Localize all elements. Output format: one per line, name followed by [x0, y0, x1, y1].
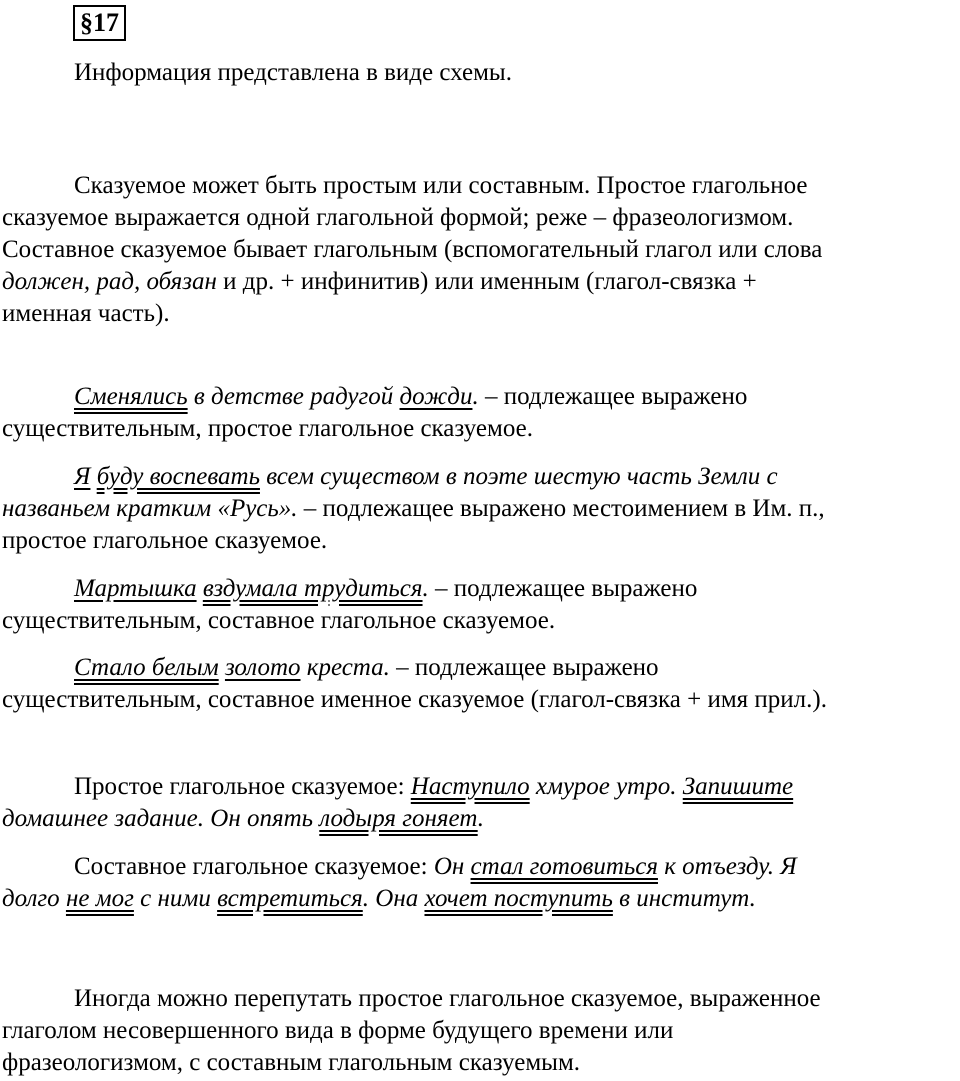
compound-verbal-examples — [2, 851, 958, 915]
example-4-tail: креста. — [300, 654, 390, 681]
example-3-period: . — [422, 575, 429, 602]
example-4-line-1 — [2, 652, 958, 684]
theory-italic-words: должен, рад, обязан — [2, 268, 217, 295]
compound-verbal-word-4: хочет поступить — [424, 885, 613, 912]
simple-verbal-examples — [2, 771, 958, 835]
example-2-subject: Я — [74, 463, 91, 490]
section-number-box — [73, 5, 126, 41]
compound-verbal-text-1: Он — [433, 853, 471, 880]
simple-verbal-word-1: Наступило — [410, 773, 530, 800]
simple-verbal-word-3: лодыря гоняет — [319, 805, 478, 832]
example-4-predicate: Стало белым — [74, 654, 219, 681]
example-2-predicate: буду воспевать — [96, 463, 260, 490]
intro-paragraph — [2, 57, 958, 89]
conclusion-line-1: Иногда можно перепутать простое глагольное сказуемое, выраженное — [74, 985, 821, 1012]
example-3-comment-2: существительным, составное глагольное сказуемое. — [2, 607, 556, 634]
compound-verbal-text-4: с ними — [133, 885, 218, 912]
example-3-predicate: вздумала трудиться — [202, 575, 423, 602]
compound-verbal-word-3: встретиться — [217, 885, 363, 912]
compound-verbal-label: Составное глагольное сказуемое: — [74, 853, 434, 880]
theory-paragraph — [2, 170, 958, 330]
theory-line-5: именная часть). — [2, 300, 170, 327]
theory-line-1: Сказуемое может быть простым или составным. Простое глагольное — [74, 172, 808, 199]
compound-verbal-word-2: не мог — [65, 885, 134, 912]
simple-verbal-text-1: хмурое утро. — [529, 773, 683, 800]
simple-verbal-word-2: Запишите — [682, 773, 794, 800]
example-2-comment-2: простое глагольное сказуемое. — [2, 527, 328, 554]
conclusion-line-3: фразеологизмом, с составным глагольным сказуемым. — [2, 1049, 581, 1076]
example-4 — [2, 652, 958, 716]
example-2-text-1: всем существом в поэте шестую часть Земли с — [259, 463, 778, 490]
conclusion-paragraph — [2, 983, 958, 1079]
example-4-comment-2: существительным, составное именное сказуемое (глагол-связка + имя прил.). — [2, 686, 827, 713]
compound-verbal-word-1: стал готовиться — [470, 853, 658, 880]
compound-verbal-line-2 — [2, 883, 958, 915]
example-2-line-1 — [2, 461, 958, 493]
example-4-comment-1: – подлежащее выражено — [389, 654, 659, 681]
conclusion-line-2: глаголом несовершенного вида в форме будущего времени или — [2, 1017, 674, 1044]
intro-text: Информация представлена в виде схемы. — [74, 59, 512, 86]
compound-verbal-line-1 — [2, 851, 958, 883]
example-1-comment-2: существительным, простое глагольное сказуемое. — [2, 415, 533, 442]
compound-verbal-text-6: в институт. — [612, 885, 756, 912]
example-3-line-1 — [2, 573, 958, 605]
theory-line-4 — [2, 266, 958, 298]
example-3-comment-1: – подлежащее выражено — [428, 575, 698, 602]
example-1-line-1 — [2, 381, 958, 413]
simple-verbal-label: Простое глагольное сказуемое: — [74, 773, 411, 800]
simple-verbal-text-2: домашнее задание. Он опять — [2, 805, 320, 832]
theory-line-2: сказуемое выражается одной глагольной формой; реже – фразеологизмом. — [2, 204, 794, 231]
theory-line-3: Составное сказуемое бывает глагольным (вспомогательный глагол или слова — [2, 236, 823, 263]
compound-verbal-text-5: . Она — [362, 885, 425, 912]
compound-verbal-text-2: к отъезду. Я — [657, 853, 797, 880]
example-2-text-2: названьем кратким «Русь». — [2, 495, 298, 522]
simple-verbal-text-3: . — [477, 805, 484, 832]
simple-verbal-line-2 — [2, 803, 958, 835]
example-1 — [2, 381, 958, 445]
simple-verbal-line-1 — [2, 771, 958, 803]
compound-verbal-text-3: долго — [2, 885, 66, 912]
example-2-comment-1: – подлежащее выражено местоимением в Им. п., — [297, 495, 825, 522]
example-1-comment-1: – подлежащее выражено — [478, 383, 748, 410]
example-1-middle: в детстве радугой — [187, 383, 400, 410]
example-1-subject: дожди — [399, 383, 473, 410]
example-3-subject: Мартышка — [74, 575, 197, 602]
example-2-line-2 — [2, 493, 958, 525]
section-number: §17 — [80, 8, 119, 37]
example-4-subject: золото — [224, 654, 301, 681]
example-1-period: . — [472, 383, 479, 410]
example-2 — [2, 461, 958, 557]
example-3 — [2, 573, 958, 637]
theory-line-4-rest: и др. + инфинитив) или именным (глагол-связка + — [216, 268, 757, 295]
example-1-predicate: Сменялись — [74, 383, 188, 410]
